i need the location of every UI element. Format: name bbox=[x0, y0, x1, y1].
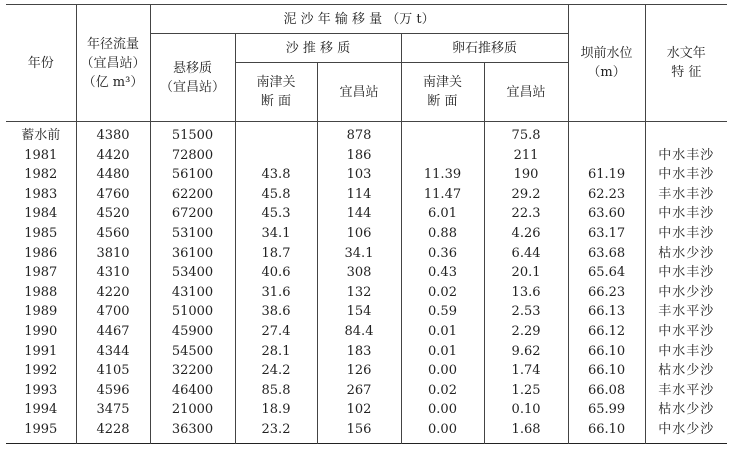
cell-sand-nanjinguan: 18.7 bbox=[235, 244, 317, 264]
header-water-level: 坝前水位 （m） bbox=[568, 5, 645, 122]
cell-hydro-feature: 枯水少沙 bbox=[645, 244, 727, 264]
cell-year: 1985 bbox=[6, 224, 76, 244]
cell-sand-yichang: 144 bbox=[317, 204, 401, 224]
cell-water-level: 66.13 bbox=[568, 302, 645, 322]
cell-suspended: 36300 bbox=[150, 420, 235, 443]
cell-suspended: 53400 bbox=[150, 263, 235, 283]
cell-runoff: 4344 bbox=[76, 342, 150, 362]
cell-sand-yichang: 308 bbox=[317, 263, 401, 283]
table-row bbox=[6, 185, 727, 205]
cell-runoff: 4480 bbox=[76, 165, 150, 185]
cell-sand-nanjinguan: 18.9 bbox=[235, 400, 317, 420]
cell-sand-yichang: 154 bbox=[317, 302, 401, 322]
cell-hydro-feature: 丰水丰沙 bbox=[645, 185, 727, 205]
table-row bbox=[6, 122, 727, 146]
cell-year: 1987 bbox=[6, 263, 76, 283]
cell-hydro-feature: 中水丰沙 bbox=[645, 146, 727, 166]
header-gravel-bedload: 卵石推移质 bbox=[401, 34, 568, 63]
cell-suspended: 72800 bbox=[150, 146, 235, 166]
table-row bbox=[6, 420, 727, 443]
cell-water-level: 63.17 bbox=[568, 224, 645, 244]
cell-water-level: 62.23 bbox=[568, 185, 645, 205]
cell-year: 1991 bbox=[6, 342, 76, 362]
cell-gravel-yichang: 211 bbox=[484, 146, 568, 166]
cell-runoff: 4560 bbox=[76, 224, 150, 244]
cell-suspended: 46400 bbox=[150, 381, 235, 401]
cell-sand-nanjinguan: 34.1 bbox=[235, 224, 317, 244]
cell-sand-nanjinguan: 43.8 bbox=[235, 165, 317, 185]
cell-gravel-nanjinguan: 11.47 bbox=[401, 185, 484, 205]
cell-hydro-feature: 枯水少沙 bbox=[645, 361, 727, 381]
cell-runoff: 4105 bbox=[76, 361, 150, 381]
cell-sand-yichang: 34.1 bbox=[317, 244, 401, 264]
cell-water-level: 63.68 bbox=[568, 244, 645, 264]
cell-sand-yichang: 186 bbox=[317, 146, 401, 166]
cell-year: 1993 bbox=[6, 381, 76, 401]
cell-year: 1983 bbox=[6, 185, 76, 205]
cell-hydro-feature: 中水少沙 bbox=[645, 283, 727, 303]
cell-sand-yichang: 102 bbox=[317, 400, 401, 420]
cell-sand-yichang: 267 bbox=[317, 381, 401, 401]
cell-gravel-nanjinguan: 11.39 bbox=[401, 165, 484, 185]
cell-gravel-nanjinguan: 0.00 bbox=[401, 420, 484, 443]
cell-water-level: 66.10 bbox=[568, 361, 645, 381]
table-row bbox=[6, 146, 727, 166]
cell-gravel-yichang: 0.10 bbox=[484, 400, 568, 420]
cell-year: 1982 bbox=[6, 165, 76, 185]
cell-water-level: 66.08 bbox=[568, 381, 645, 401]
header-transport-group: 泥 沙 年 输 移 量 （万 t） bbox=[150, 5, 568, 34]
cell-suspended: 51000 bbox=[150, 302, 235, 322]
cell-runoff: 4380 bbox=[76, 122, 150, 146]
cell-sand-nanjinguan: 27.4 bbox=[235, 322, 317, 342]
cell-sand-nanjinguan: 24.2 bbox=[235, 361, 317, 381]
cell-gravel-yichang: 2.29 bbox=[484, 322, 568, 342]
cell-gravel-yichang: 20.1 bbox=[484, 263, 568, 283]
cell-year: 蓄水前 bbox=[6, 122, 76, 146]
cell-runoff: 4420 bbox=[76, 146, 150, 166]
cell-runoff: 4220 bbox=[76, 283, 150, 303]
table-header bbox=[6, 5, 727, 122]
cell-sand-yichang: 183 bbox=[317, 342, 401, 362]
table-row bbox=[6, 381, 727, 401]
cell-water-level: 65.64 bbox=[568, 263, 645, 283]
header-gravel-yichang: 宜昌站 bbox=[484, 63, 568, 122]
table-row bbox=[6, 302, 727, 322]
cell-water-level bbox=[568, 146, 645, 166]
header-year: 年份 bbox=[6, 5, 76, 122]
table-row bbox=[6, 244, 727, 264]
cell-sand-nanjinguan bbox=[235, 122, 317, 146]
cell-hydro-feature: 中水丰沙 bbox=[645, 224, 727, 244]
cell-gravel-nanjinguan: 0.88 bbox=[401, 224, 484, 244]
table-row bbox=[6, 165, 727, 185]
cell-year: 1986 bbox=[6, 244, 76, 264]
cell-hydro-feature: 中水平沙 bbox=[645, 322, 727, 342]
cell-year: 1989 bbox=[6, 302, 76, 322]
cell-gravel-nanjinguan: 0.00 bbox=[401, 361, 484, 381]
cell-gravel-nanjinguan: 0.01 bbox=[401, 342, 484, 362]
cell-runoff: 4310 bbox=[76, 263, 150, 283]
cell-water-level bbox=[568, 122, 645, 146]
cell-runoff: 3475 bbox=[76, 400, 150, 420]
cell-gravel-nanjinguan: 0.36 bbox=[401, 244, 484, 264]
cell-year: 1992 bbox=[6, 361, 76, 381]
cell-suspended: 43100 bbox=[150, 283, 235, 303]
table-row bbox=[6, 400, 727, 420]
cell-water-level: 66.10 bbox=[568, 342, 645, 362]
cell-gravel-nanjinguan: 0.02 bbox=[401, 381, 484, 401]
table-body bbox=[6, 122, 727, 444]
cell-sand-nanjinguan: 85.8 bbox=[235, 381, 317, 401]
cell-gravel-nanjinguan bbox=[401, 146, 484, 166]
cell-sand-yichang: 103 bbox=[317, 165, 401, 185]
cell-water-level: 63.60 bbox=[568, 204, 645, 224]
cell-sand-nanjinguan bbox=[235, 146, 317, 166]
cell-suspended: 36100 bbox=[150, 244, 235, 264]
table-row bbox=[6, 283, 727, 303]
cell-sand-nanjinguan: 45.3 bbox=[235, 204, 317, 224]
cell-suspended: 51500 bbox=[150, 122, 235, 146]
cell-suspended: 62200 bbox=[150, 185, 235, 205]
header-runoff: 年径流量 （宜昌站） （亿 m³） bbox=[76, 5, 150, 122]
cell-gravel-nanjinguan: 0.59 bbox=[401, 302, 484, 322]
sediment-transport-table bbox=[6, 4, 727, 444]
cell-runoff: 4228 bbox=[76, 420, 150, 443]
header-sand-yichang: 宜昌站 bbox=[317, 63, 401, 122]
cell-sand-nanjinguan: 40.6 bbox=[235, 263, 317, 283]
cell-hydro-feature: 中水丰沙 bbox=[645, 204, 727, 224]
cell-gravel-yichang: 13.6 bbox=[484, 283, 568, 303]
cell-hydro-feature: 中水丰沙 bbox=[645, 263, 727, 283]
cell-water-level: 66.23 bbox=[568, 283, 645, 303]
cell-gravel-yichang: 9.62 bbox=[484, 342, 568, 362]
cell-water-level: 61.19 bbox=[568, 165, 645, 185]
cell-sand-nanjinguan: 28.1 bbox=[235, 342, 317, 362]
cell-hydro-feature: 中水丰沙 bbox=[645, 342, 727, 362]
cell-year: 1990 bbox=[6, 322, 76, 342]
cell-suspended: 21000 bbox=[150, 400, 235, 420]
cell-runoff: 4700 bbox=[76, 302, 150, 322]
cell-water-level: 66.10 bbox=[568, 420, 645, 443]
cell-gravel-nanjinguan: 0.43 bbox=[401, 263, 484, 283]
cell-gravel-yichang: 1.74 bbox=[484, 361, 568, 381]
cell-sand-nanjinguan: 23.2 bbox=[235, 420, 317, 443]
cell-gravel-nanjinguan: 6.01 bbox=[401, 204, 484, 224]
cell-suspended: 53100 bbox=[150, 224, 235, 244]
cell-sand-yichang: 114 bbox=[317, 185, 401, 205]
cell-sand-yichang: 126 bbox=[317, 361, 401, 381]
header-sand-bedload: 沙 推 移 质 bbox=[235, 34, 401, 63]
cell-runoff: 3810 bbox=[76, 244, 150, 264]
cell-gravel-yichang: 1.25 bbox=[484, 381, 568, 401]
cell-suspended: 56100 bbox=[150, 165, 235, 185]
cell-water-level: 66.12 bbox=[568, 322, 645, 342]
cell-sand-yichang: 156 bbox=[317, 420, 401, 443]
table-row bbox=[6, 361, 727, 381]
cell-year: 1981 bbox=[6, 146, 76, 166]
cell-runoff: 4760 bbox=[76, 185, 150, 205]
cell-hydro-feature bbox=[645, 122, 727, 146]
cell-gravel-yichang: 1.68 bbox=[484, 420, 568, 443]
cell-runoff: 4520 bbox=[76, 204, 150, 224]
cell-gravel-yichang: 4.26 bbox=[484, 224, 568, 244]
table-row bbox=[6, 342, 727, 362]
cell-gravel-nanjinguan: 0.00 bbox=[401, 400, 484, 420]
cell-water-level: 65.99 bbox=[568, 400, 645, 420]
cell-gravel-nanjinguan bbox=[401, 122, 484, 146]
cell-suspended: 67200 bbox=[150, 204, 235, 224]
table-row bbox=[6, 224, 727, 244]
cell-hydro-feature: 丰水平沙 bbox=[645, 302, 727, 322]
cell-gravel-yichang: 75.8 bbox=[484, 122, 568, 146]
cell-hydro-feature: 中水少沙 bbox=[645, 420, 727, 443]
table-row bbox=[6, 322, 727, 342]
cell-gravel-yichang: 22.3 bbox=[484, 204, 568, 224]
cell-sand-nanjinguan: 38.6 bbox=[235, 302, 317, 322]
cell-gravel-yichang: 2.53 bbox=[484, 302, 568, 322]
cell-sand-yichang: 106 bbox=[317, 224, 401, 244]
cell-gravel-nanjinguan: 0.02 bbox=[401, 283, 484, 303]
cell-suspended: 45900 bbox=[150, 322, 235, 342]
cell-gravel-yichang: 6.44 bbox=[484, 244, 568, 264]
cell-runoff: 4596 bbox=[76, 381, 150, 401]
header-hydro: 水文年 特 征 bbox=[645, 5, 727, 122]
cell-sand-yichang: 132 bbox=[317, 283, 401, 303]
cell-year: 1994 bbox=[6, 400, 76, 420]
header-suspended: 悬移质 （宜昌站） bbox=[150, 34, 235, 122]
cell-year: 1988 bbox=[6, 283, 76, 303]
cell-sand-nanjinguan: 31.6 bbox=[235, 283, 317, 303]
cell-suspended: 54500 bbox=[150, 342, 235, 362]
cell-gravel-yichang: 190 bbox=[484, 165, 568, 185]
cell-runoff: 4467 bbox=[76, 322, 150, 342]
cell-gravel-nanjinguan: 0.01 bbox=[401, 322, 484, 342]
header-gravel-nanjinguan: 南津关 断 面 bbox=[401, 63, 484, 122]
header-sand-nanjinguan: 南津关 断 面 bbox=[235, 63, 317, 122]
cell-sand-yichang: 878 bbox=[317, 122, 401, 146]
cell-gravel-yichang: 29.2 bbox=[484, 185, 568, 205]
cell-year: 1984 bbox=[6, 204, 76, 224]
table-row bbox=[6, 263, 727, 283]
cell-suspended: 32200 bbox=[150, 361, 235, 381]
table-row bbox=[6, 204, 727, 224]
cell-hydro-feature: 中水丰沙 bbox=[645, 165, 727, 185]
cell-sand-yichang: 84.4 bbox=[317, 322, 401, 342]
cell-year: 1995 bbox=[6, 420, 76, 443]
cell-sand-nanjinguan: 45.8 bbox=[235, 185, 317, 205]
cell-hydro-feature: 丰水平沙 bbox=[645, 381, 727, 401]
cell-hydro-feature: 枯水少沙 bbox=[645, 400, 727, 420]
